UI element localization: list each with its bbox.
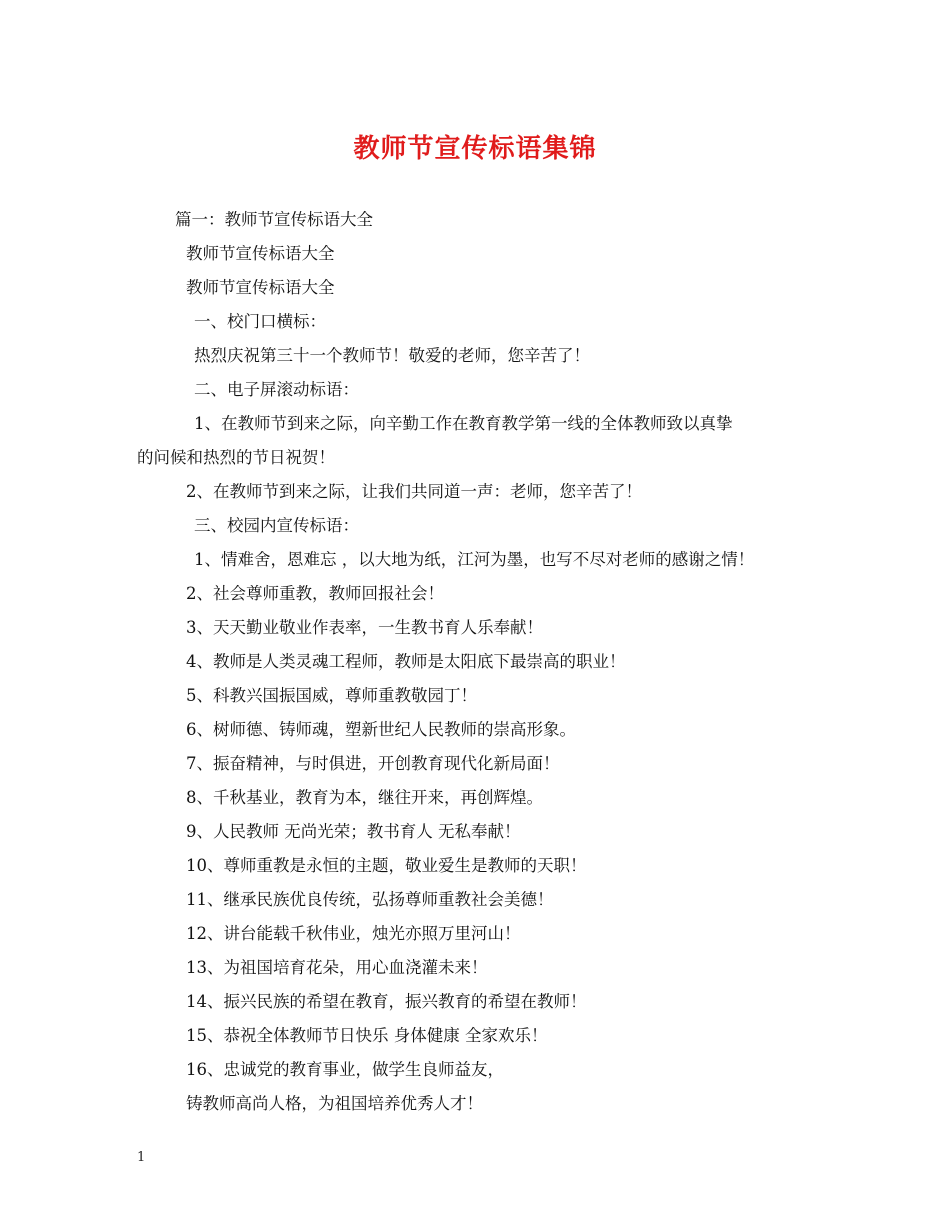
- text-line: 5、科教兴国振国威，尊师重教敬园丁！: [186, 686, 477, 705]
- text-line: 二、电子屏滚动标语：: [194, 380, 359, 399]
- page-number: 1: [137, 1150, 146, 1165]
- text-line: 12、讲台能载千秋伟业，烛光亦照万里河山！: [186, 924, 521, 943]
- text-line: 铸教师高尚人格，为祖国培养优秀人才！: [186, 1094, 483, 1113]
- text-line: 9、人民教师 无尚光荣；教书育人 无私奉献！: [186, 822, 521, 841]
- text-line: 2、在教师节到来之际，让我们共同道一声：老师，您辛苦了！: [186, 482, 642, 501]
- text-line: 3、天天勤业敬业作表率，一生教书育人乐奉献！: [186, 618, 543, 637]
- text-line: 15、恭祝全体教师节日快乐 身体健康 全家欢乐！: [186, 1026, 548, 1045]
- text-line: 7、振奋精神，与时俱进，开创教育现代化新局面！: [186, 754, 560, 773]
- text-line: 13、为祖国培育花朵，用心血浇灌未来！: [186, 958, 488, 977]
- text-line: 一、校门口横标：: [194, 312, 326, 331]
- text-line: 16、忠诚党的教育事业，做学生良师益友，: [186, 1060, 504, 1079]
- text-line: 热烈庆祝第三十一个教师节！敬爱的老师，您辛苦了！: [194, 346, 590, 365]
- text-line: 1、情难舍，恩难忘 ，以大地为纸，江河为墨，也写不尽对老师的感谢之情！: [194, 550, 755, 569]
- text-line: 11、继承民族优良传统，弘扬尊师重教社会美德！: [186, 890, 554, 909]
- text-line: 三、校园内宣传标语：: [194, 516, 359, 535]
- text-line: 14、振兴民族的希望在教育，振兴教育的希望在教师！: [186, 992, 587, 1011]
- text-line: 6、树师德、铸师魂，塑新世纪人民教师的崇高形象。: [186, 720, 576, 739]
- text-line: 教师节宣传标语大全: [186, 278, 335, 297]
- text-line: 2、社会尊师重教，教师回报社会！: [186, 584, 444, 603]
- text-line: 10、尊师重教是永恒的主题，敬业爱生是教师的天职！: [186, 856, 587, 875]
- text-line: 1、在教师节到来之际，向辛勤工作在教育教学第一线的全体教师致以真挚: [194, 414, 733, 433]
- text-line: 篇一：教师节宣传标语大全: [175, 210, 373, 229]
- text-line: 8、千秋基业，教育为本，继往开来，再创辉煌。: [186, 788, 543, 807]
- text-line: 教师节宣传标语大全: [186, 244, 335, 263]
- text-line: 4、教师是人类灵魂工程师，教师是太阳底下最崇高的职业！: [186, 652, 626, 671]
- text-line: 的问候和热烈的节日祝贺！: [137, 448, 335, 467]
- page-title: 教师节宣传标语集锦: [353, 134, 597, 164]
